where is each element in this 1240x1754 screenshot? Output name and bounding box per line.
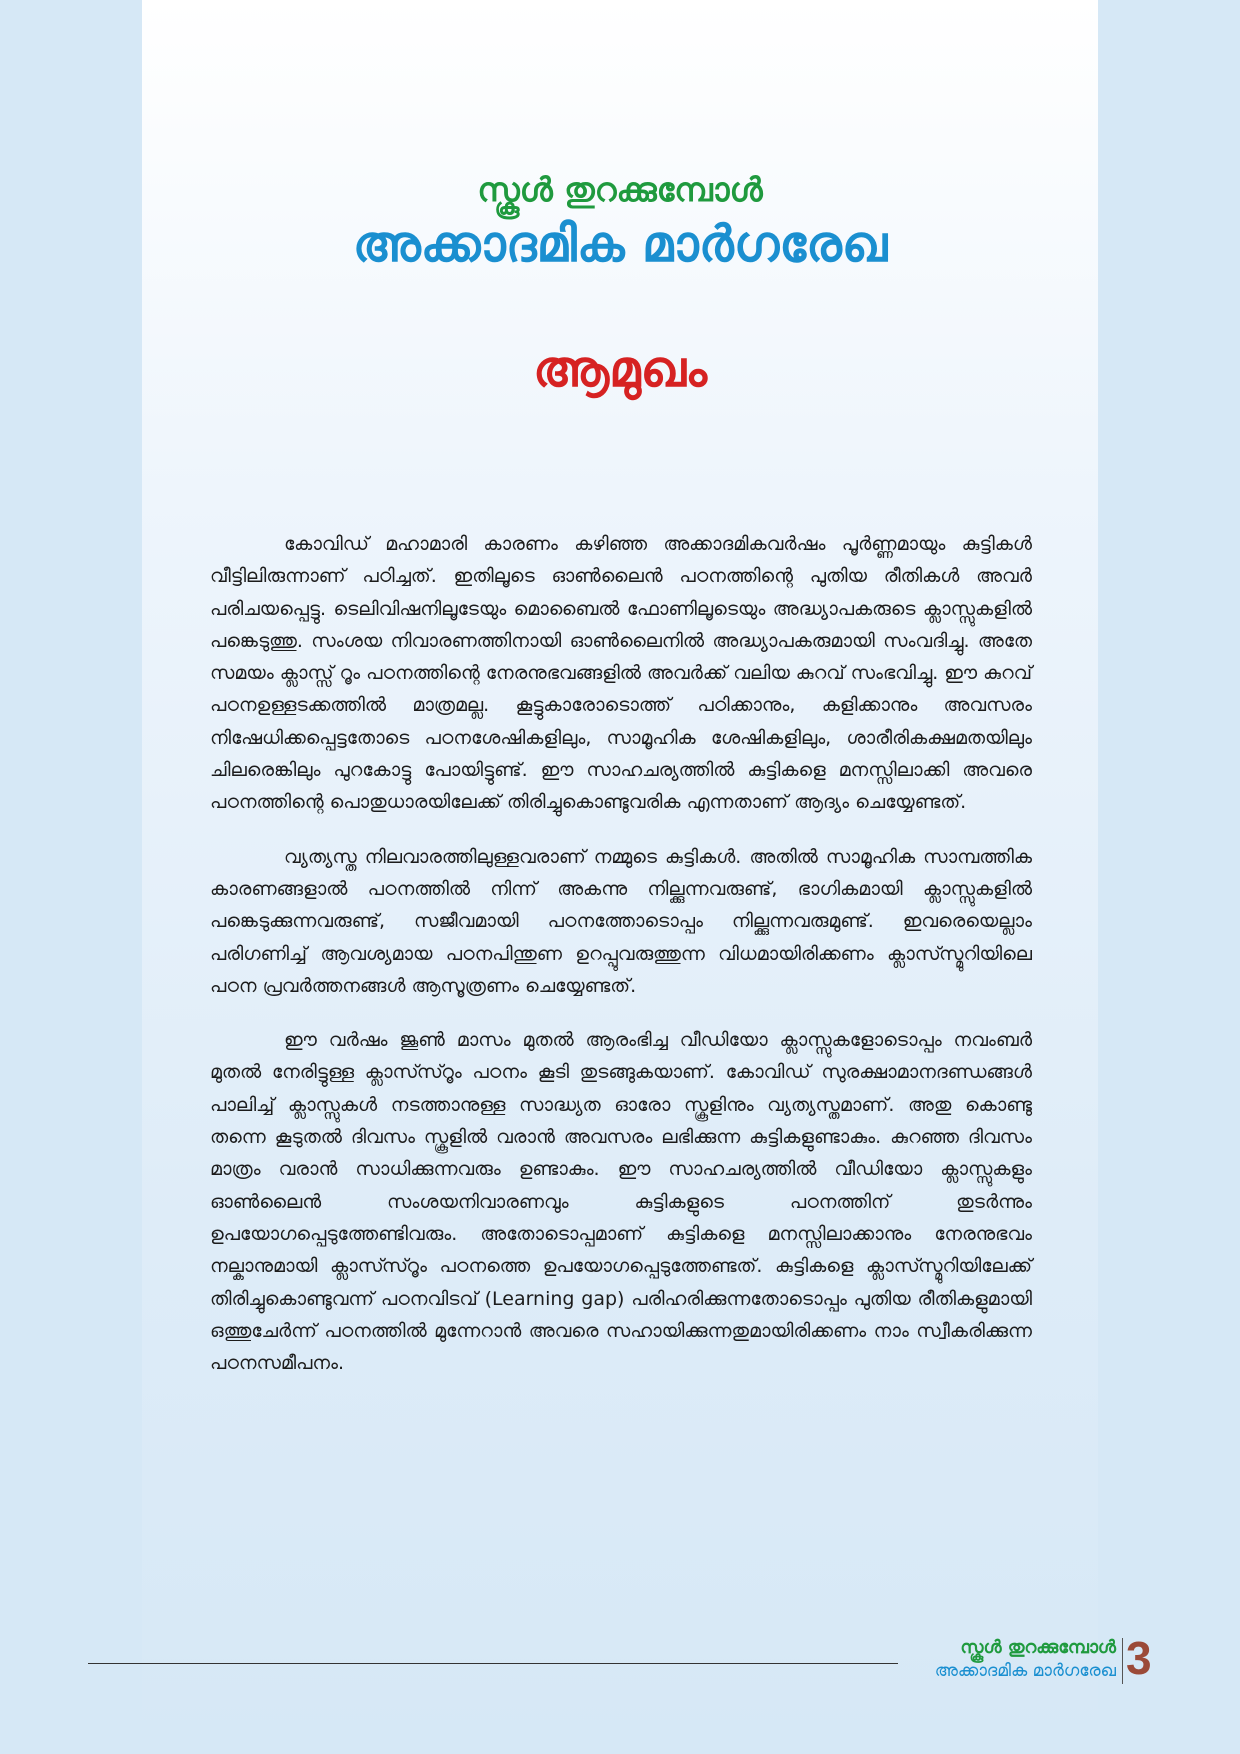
title-block	[142, 168, 1098, 274]
footer-doc-title: അക്കാദമിക മാർഗരേഖ	[934, 1661, 1116, 1681]
document-subtitle: സ്കൂൾ തുറക്കുമ്പോൾ	[477, 170, 763, 209]
page-number: 3	[1126, 1632, 1152, 1684]
document-page	[142, 0, 1098, 1754]
paragraph: വ്യത്യസ്ത നിലവാരത്തിലുള്ളവരാണ് നമ്മുടെ കുട്ടികൾ. അതിൽ സാമൂഹിക സാമ്പത്തിക കാരണങ്ങളാൽ പഠനത്തിൽ നിന്ന് അകന്നു നില്ക്കുന്നവരുണ്ട്, ഭാഗികമായി ക്ലാസ്സുകളിൽ പങ്കെടുക്കുന്നവരുണ്ട്, സജീവമായി പഠനത്തോടൊപ്പം നില്ക്കുന്നവരുമുണ്ട്. ഇവരെയെല്ലാം പരിഗണിച്ച് ആവശ്യമായ പഠനപിന്തുണ ഉറപ്പുവരുത്തുന്ന വിധമായിരിക്കണം ക്ലാസ്സ്മുറിയിലെ പഠന പ്രവർത്തനങ്ങൾ ആസൂത്രണം ചെയ്യേണ്ടത്.	[210, 845, 1032, 997]
section-heading: ആമുഖം	[533, 340, 707, 398]
document-title: അക്കാദമിക മാർഗരേഖ	[352, 215, 888, 273]
footer-rule	[88, 1663, 898, 1664]
paragraph: ഈ വർഷം ജൂൺ മാസം മുതൽ ആരംഭിച്ച വീഡിയോ ക്ലാസ്സുകളോടൊപ്പം നവംബർ മുതൽ നേരിട്ടുള്ള ക്ലാസ്സ്റൂം പഠനം കൂടി തുടങ്ങുകയാണ്. കോവിഡ് സുരക്ഷാമാനദണ്ഡങ്ങൾ പാലിച്ച് ക്ലാസ്സുകൾ നടത്താനുള്ള സാദ്ധ്യത ഓരോ സ്കൂളിനും വ്യത്യസ്തമാണ്. അതു കൊണ്ടു തന്നെ കൂടുതൽ ദിവസം സ്കൂളിൽ വരാൻ അവസരം ലഭിക്കുന്ന കുട്ടികളുണ്ടാകും. കുറഞ്ഞ ദിവസം മാത്രം വരാൻ സാധിക്കുന്നവരും ഉണ്ടാകും. ഈ സാഹചര്യത്തിൽ വീഡിയോ ക്ലാസ്സുകളും ഓൺലൈൻ സംശയനിവാരണവും കുട്ടികളുടെ പഠനത്തിന് തുടർന്നും ഉപയോഗപ്പെടുത്തേണ്ടിവരും. അതോടൊപ്പമാണ് കുട്ടികളെ മനസ്സിലാക്കാനും നേരനുഭവം നല്കാനുമായി ക്ലാസ്സ്റൂം പഠനത്തെ ഉപയോഗപ്പെടുത്തേണ്ടത്. കുട്ടികളെ ക്ലാസ്സ്മുറിയിലേക്ക് തിരിച്ചുകൊണ്ടുവന്ന് പഠനവിടവ് (Learning gap) പരിഹരിക്കുന്നതോടൊപ്പം പുതിയ രീതികളുമായി ഒത്തുചേർന്ന് പഠനത്തിൽ മുന്നേറാൻ അവരെ സഹായിക്കുന്നതുമായിരിക്കണം നാം സ്വീകരിക്കുന്ന പഠനസമീപനം.	[210, 1029, 1032, 1375]
footer-divider	[1122, 1638, 1123, 1684]
footer-subtitle: സ്കൂൾ തുറക്കുമ്പോൾ	[960, 1637, 1116, 1658]
footer-title	[935, 1636, 1116, 1682]
paragraph: കോവിഡ് മഹാമാരി കാരണം കഴിഞ്ഞ അക്കാദമികവർഷം പൂർണ്ണമായും കുട്ടികൾ വീട്ടിലിരുന്നാണ് പഠിച്ചത്. ഇതിലൂടെ ഓൺലൈൻ പഠനത്തിന്റെ പുതിയ രീതികൾ അവർ പരിചയപ്പെട്ടു. ടെലിവിഷനിലൂടേയും മൊബൈൽ ഫോണിലൂടെയും അദ്ധ്യാപകരുടെ ക്ലാസ്സുകളിൽ പങ്കെടുത്തു. സംശയ നിവാരണത്തിനായി ഓൺലൈനിൽ അദ്ധ്യാപകരുമായി സംവദിച്ചു. അതേ സമയം ക്ലാസ്സ് റൂം പഠനത്തിന്റെ നേരനുഭവങ്ങളിൽ അവർക്ക് വലിയ കുറവ് സംഭവിച്ചു. ഈ കുറവ് പഠനഉള്ളടക്കത്തിൽ മാത്രമല്ല. കൂട്ടുകാരോടൊത്ത് പഠിക്കാനും, കളിക്കാനും അവസരം നിഷേധിക്കപ്പെട്ടതോടെ പഠനശേഷികളിലും, സാമൂഹിക ശേഷികളിലും, ശാരീരികക്ഷമതയിലും ചിലരെങ്കിലും പുറകോട്ടു പോയിട്ടുണ്ട്. ഈ സാഹചര്യത്തിൽ കുട്ടികളെ മനസ്സിലാക്കി അവരെ പഠനത്തിന്റെ പൊതുധാരയിലേക്ക് തിരിച്ചുകൊണ്ടുവരിക എന്നതാണ് ആദ്യം ചെയ്യേണ്ടത്.	[210, 533, 1032, 814]
body-text	[210, 528, 1032, 1401]
